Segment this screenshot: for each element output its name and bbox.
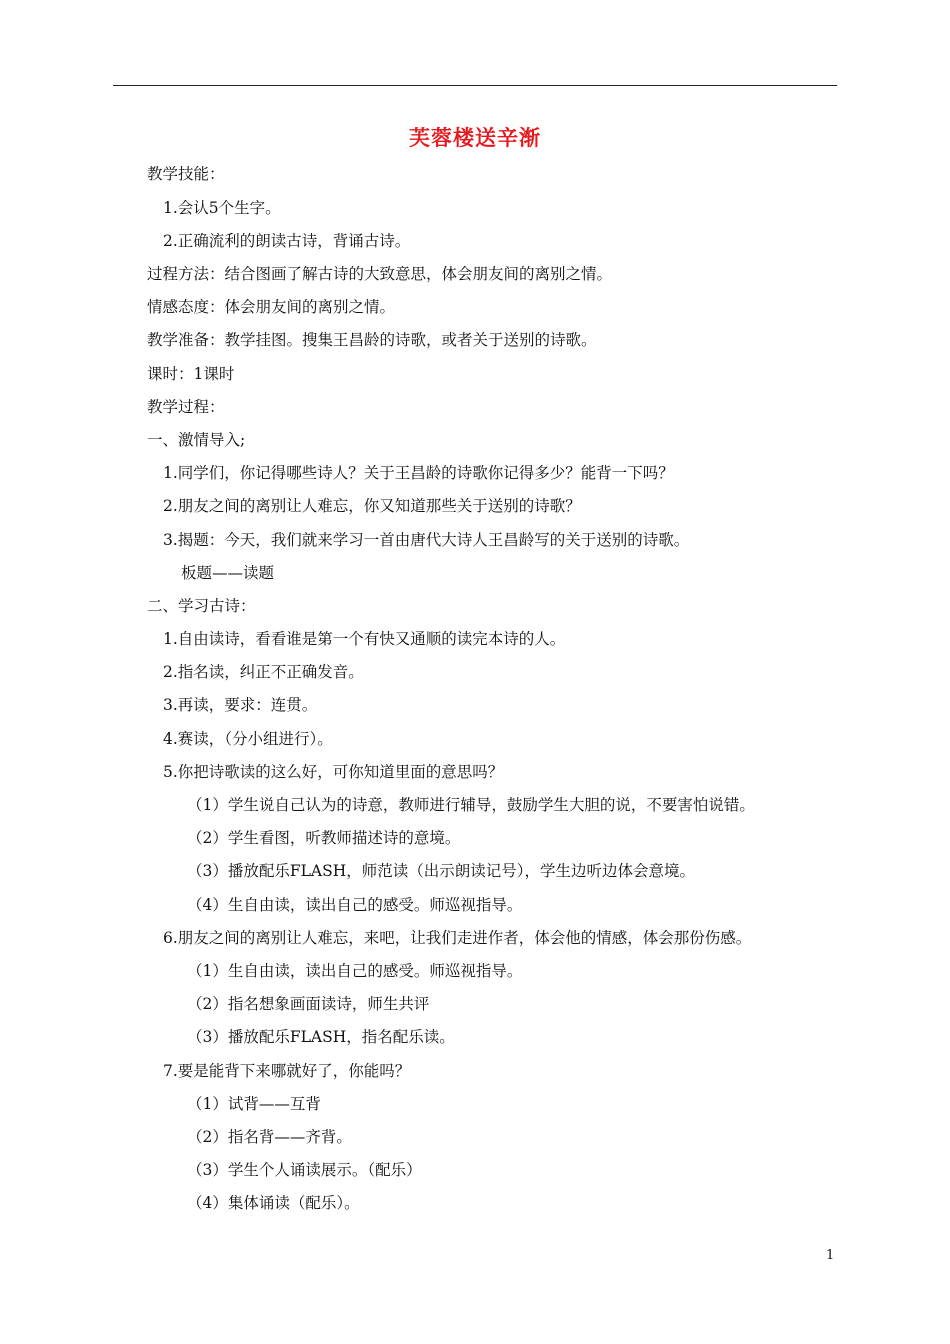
sub-list-item: （3）学生个人诵读展示。（配乐）	[187, 1161, 422, 1179]
list-item: 7.要是能背下来哪就好了，你能吗？	[163, 1062, 411, 1080]
section-heading: 一、激情导入;	[147, 431, 246, 449]
sub-list-item: （2）学生看图，听教师描述诗的意境。	[187, 829, 461, 847]
paragraph: 过程方法：结合图画了解古诗的大致意思，体会朋友间的离别之情。	[147, 265, 613, 283]
list-item: 2.指名读，纠正不正确发音。	[163, 663, 364, 681]
sub-list-item: （3）播放配乐FLASH，指名配乐读。	[187, 1028, 455, 1046]
list-item: 2.朋友之间的离别让人难忘，你又知道那些关于送别的诗歌？	[163, 497, 581, 515]
sub-list-item: （2）指名想象画面读诗，师生共评	[187, 995, 430, 1013]
list-item: 3.再读，要求：连贯。	[163, 696, 318, 714]
list-item: 3.揭题：今天，我们就来学习一首由唐代大诗人王昌龄写的关于送别的诗歌。	[163, 531, 690, 549]
sub-list-item: （1）学生说自己认为的诗意，教师进行辅导，鼓励学生大胆的说，不要害怕说错。	[187, 796, 755, 814]
sub-list-item: （3）播放配乐FLASH，师范读（出示朗读记号），学生边听边体会意境。	[187, 862, 695, 880]
list-item: 1.会认5个生字。	[163, 199, 281, 217]
header-rule	[113, 85, 837, 86]
paragraph: 板题——读题	[181, 564, 275, 582]
sub-list-item: （1）生自由读，读出自己的感受。师巡视指导。	[187, 962, 523, 980]
section-heading: 教学技能：	[147, 165, 225, 183]
list-item: 1.自由读诗，看看谁是第一个有快又通顺的读完本诗的人。	[163, 630, 566, 648]
sub-list-item: （4）生自由读，读出自己的感受。师巡视指导。	[187, 896, 523, 914]
list-item: 2.正确流利的朗读古诗，背诵古诗。	[163, 232, 411, 250]
section-heading: 二、学习古诗：	[147, 597, 256, 615]
list-item: 6.朋友之间的离别让人难忘，来吧，让我们走进作者，体会他的情感，体会那份伤感。	[163, 929, 752, 947]
paragraph: 教学准备：教学挂图。搜集王昌龄的诗歌，或者关于送别的诗歌。	[147, 331, 597, 349]
list-item: 1.同学们，你记得哪些诗人？关于王昌龄的诗歌你记得多少？能背一下吗？	[163, 464, 674, 482]
sub-list-item: （4）集体诵读（配乐）。	[187, 1194, 360, 1212]
list-item: 4.赛读，（分小组进行）。	[163, 730, 333, 748]
paragraph: 课时：1课时	[147, 365, 235, 383]
section-heading: 教学过程：	[147, 398, 225, 416]
sub-list-item: （2）指名背——齐背。	[187, 1128, 352, 1146]
paragraph: 情感态度：体会朋友间的离别之情。	[147, 298, 396, 316]
sub-list-item: （1）试背——互背	[187, 1095, 321, 1113]
list-item: 5.你把诗歌读的这么好，可你知道里面的意思吗？	[163, 763, 504, 781]
page-number: 1	[826, 1248, 835, 1263]
document-title: 芙蓉楼送辛渐	[409, 125, 541, 150]
